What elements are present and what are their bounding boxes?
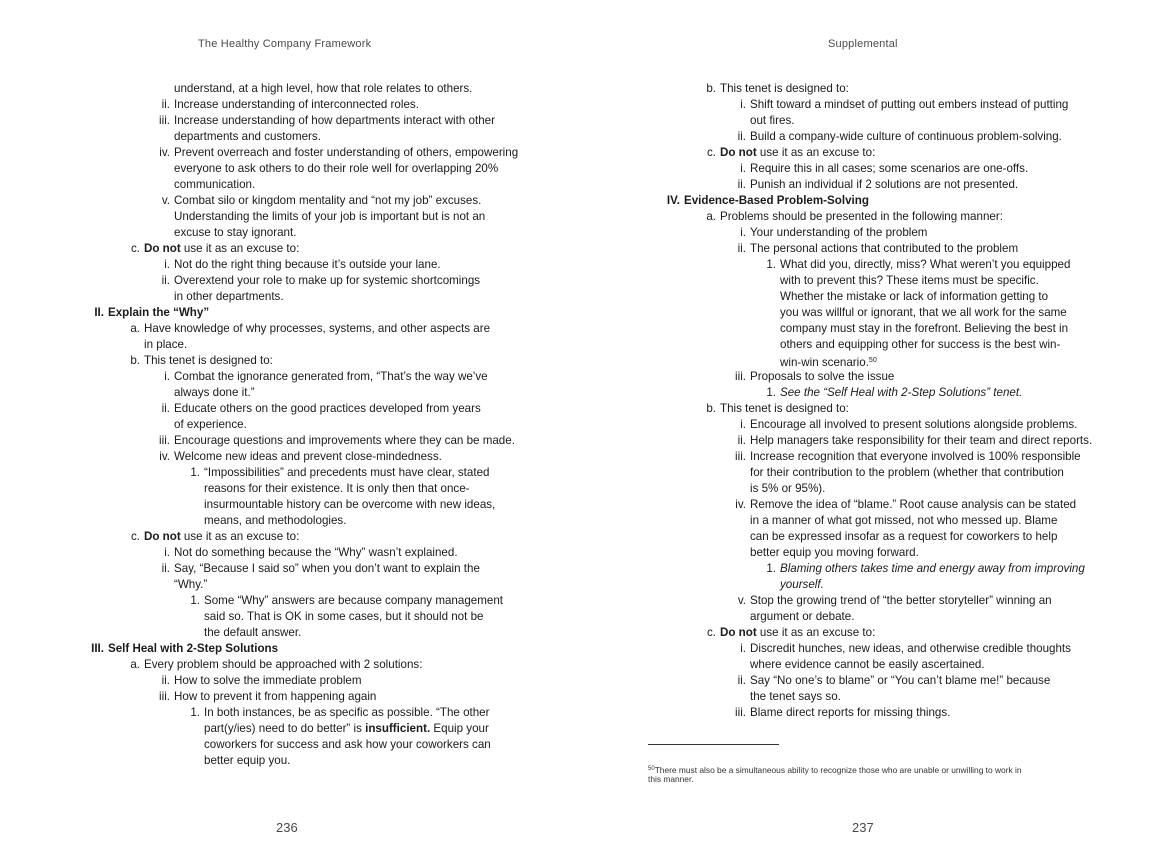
page-number: 236 <box>276 820 298 835</box>
line-text: Remove the idea of “blame.” Root cause analysis can be stated <box>750 498 1077 511</box>
line-text: Every problem should be approached with 2 solutions: <box>144 658 423 671</box>
text-line <box>737 433 1093 449</box>
text-line <box>174 225 296 241</box>
list-marker: iii. <box>735 706 746 719</box>
text-line <box>780 353 877 369</box>
text-line <box>735 369 895 385</box>
list-marker: ii. <box>161 98 170 111</box>
text-line <box>190 465 490 481</box>
line-text: always done it.” <box>174 386 255 399</box>
line-text: Discredit hunches, new ideas, and otherwise credible thoughts <box>750 642 1071 655</box>
list-marker: ii. <box>737 178 746 191</box>
text-line <box>164 257 441 273</box>
line-text: Your understanding of the problem <box>750 226 928 239</box>
line-text: “Why.” <box>174 578 208 591</box>
text-line <box>204 497 495 513</box>
footnote-line: this manner. <box>648 774 694 784</box>
right-page <box>576 0 1152 864</box>
line-text: Increase recognition that everyone involved is 100% responsible <box>750 450 1081 463</box>
line-text: said so. That is OK in some cases, but it should not be <box>204 610 484 623</box>
text-line <box>174 577 207 593</box>
line-text: reasons for their existence. It is only then that once- <box>204 482 470 495</box>
list-marker: 1. <box>190 706 200 719</box>
text-line <box>740 417 1078 433</box>
page-number: 237 <box>852 820 874 835</box>
line-text: you was willful or ignorant, that we all work for the same <box>780 306 1067 319</box>
bold-text: Do not <box>144 530 181 543</box>
line-text: Have knowledge of why processes, systems, and other aspects are <box>144 322 491 335</box>
line-text: can be expressed insofar as a request for coworkers to help <box>750 530 1058 543</box>
text-line <box>780 577 824 593</box>
text-line <box>740 97 1069 113</box>
text-line <box>161 561 480 577</box>
line-text: where evidence cannot be easily ascertained. <box>750 658 985 671</box>
line-text: means, and methodologies. <box>204 514 347 527</box>
list-marker: iii. <box>735 370 746 383</box>
text-line <box>766 257 1071 273</box>
text-line <box>161 673 362 689</box>
text-line <box>780 321 1068 337</box>
text-line <box>737 177 1019 193</box>
line-text: How to solve the immediate problem <box>174 674 362 687</box>
line-text: everyone to ask others to do their role well for overlapping 20% <box>174 162 499 175</box>
line-text: Not do something because the “Why” wasn’t explained. <box>174 546 458 559</box>
text-line <box>204 625 301 641</box>
line-text: Overextend your role to make up for systemic shortcomings <box>174 274 481 287</box>
text-line <box>204 753 290 769</box>
footnote-number: 50 <box>648 766 655 772</box>
text-line <box>706 401 849 417</box>
running-head: The Healthy Company Framework <box>198 38 372 50</box>
line-text: part(y/ies) need to do better” is <box>204 722 366 735</box>
line-text: in place. <box>144 338 188 351</box>
list-marker: ii. <box>737 434 746 447</box>
line-text: company must stay in the forefront. Believing the best in <box>780 322 1069 335</box>
text-line <box>91 641 279 657</box>
text-line <box>204 609 483 625</box>
text-line <box>174 81 472 97</box>
text-line <box>174 177 255 193</box>
list-marker: iv. <box>159 450 170 463</box>
line-text: Encourage all involved to present solutions alongside problems. <box>750 418 1078 431</box>
text-line <box>130 529 300 545</box>
list-marker: iii. <box>159 434 170 447</box>
text-line <box>766 561 1085 577</box>
list-marker: ii. <box>161 674 170 687</box>
line-text: the tenet says so. <box>750 690 841 703</box>
list-marker: c. <box>130 530 140 543</box>
list-marker: ii. <box>161 402 170 415</box>
line-text: Educate others on the good practices developed from years <box>174 402 481 415</box>
text-line <box>161 401 481 417</box>
text-line <box>161 193 482 209</box>
line-text: Require this in all cases; some scenarios are one-offs. <box>750 162 1029 175</box>
text-line <box>706 209 1003 225</box>
bold-text: Self Heal with 2-Step Solutions <box>108 642 279 655</box>
text-line <box>740 161 1029 177</box>
footnote-reference: 50 <box>868 357 877 364</box>
running-head: Supplemental <box>828 38 898 50</box>
line-text: Proposals to solve the issue <box>750 370 895 383</box>
text-line <box>706 145 876 161</box>
list-marker: iii. <box>159 114 170 127</box>
list-marker: a. <box>706 210 716 223</box>
text-line <box>174 129 321 145</box>
line-text: Say “No one’s to blame” or “You can’t blame me!” because <box>750 674 1051 687</box>
text-line <box>174 289 284 305</box>
bold-text: insufficient. <box>365 722 431 735</box>
text-line <box>130 657 423 673</box>
line-text: Stop the growing trend of “the better storyteller” winning an <box>750 594 1052 607</box>
text-line <box>204 513 346 529</box>
list-marker: ii. <box>161 562 170 575</box>
line-text: In both instances, be as specific as possible. “The other <box>204 706 490 719</box>
line-text: coworkers for success and ask how your coworkers can <box>204 738 491 751</box>
list-marker: a. <box>130 322 140 335</box>
list-marker: iii. <box>735 450 746 463</box>
list-marker: IV. <box>666 194 680 207</box>
list-marker: i. <box>740 642 746 655</box>
line-text: Encourage questions and improvements where they can be made. <box>174 434 515 447</box>
line-text: for their contribution to the problem (whether that contribution <box>750 466 1064 479</box>
line-text: Prevent overreach and foster understanding of others, empowering <box>174 146 519 159</box>
text-line <box>706 81 849 97</box>
line-text: win-win scenario. <box>780 356 869 369</box>
text-line <box>780 273 1039 289</box>
text-line <box>174 161 498 177</box>
line-text: in a manner of what got missed, not who messed up. Blame <box>750 514 1058 527</box>
text-line <box>750 689 841 705</box>
text-line <box>750 113 794 129</box>
list-marker: a. <box>130 658 140 671</box>
text-line <box>735 449 1081 465</box>
list-marker: ii. <box>161 274 170 287</box>
line-text: departments and customers. <box>174 130 321 143</box>
line-text: yourself. <box>780 578 824 591</box>
text-line <box>737 129 1062 145</box>
line-text: Help managers take responsibility for their team and direct reports. <box>750 434 1093 447</box>
text-line <box>737 241 1019 257</box>
list-marker: b. <box>706 82 716 95</box>
text-line <box>737 593 1052 609</box>
list-marker: ii. <box>737 674 746 687</box>
line-text: the default answer. <box>204 626 302 639</box>
line-text: This tenet is designed to: <box>144 354 273 367</box>
text-line <box>159 449 442 465</box>
text-line <box>161 273 481 289</box>
list-marker: i. <box>740 226 746 239</box>
line-text: Blaming others takes time and energy away from improving <box>780 562 1085 575</box>
text-line <box>737 673 1051 689</box>
line-text: Blame direct reports for missing things. <box>750 706 951 719</box>
line-text: Increase understanding of interconnected roles. <box>174 98 419 111</box>
text-line <box>750 513 1057 529</box>
list-marker: 1. <box>190 594 200 607</box>
line-text: understand, at a high level, how that role relates to others. <box>174 82 473 95</box>
text-line <box>164 545 458 561</box>
line-text: Build a company-wide culture of continuous problem-solving. <box>750 130 1062 143</box>
list-marker: v. <box>161 194 170 207</box>
text-line <box>94 305 210 321</box>
text-line <box>666 193 869 209</box>
text-line <box>159 145 519 161</box>
text-line <box>190 593 503 609</box>
bold-text: Explain the “Why” <box>108 306 210 319</box>
bold-text: Do not <box>720 146 757 159</box>
text-line <box>174 209 485 225</box>
list-marker: b. <box>130 354 140 367</box>
line-text: Understanding the limits of your job is important but is not an <box>174 210 486 223</box>
list-marker: c. <box>130 242 140 255</box>
bold-text: Evidence-Based Problem-Solving <box>684 194 869 207</box>
line-text: better equip you. <box>204 754 291 767</box>
text-line <box>190 705 490 721</box>
text-line <box>204 737 491 753</box>
text-line <box>204 481 470 497</box>
line-text: Whether the mistake or lack of information getting to <box>780 290 1049 303</box>
line-text: in other departments. <box>174 290 284 303</box>
line-text: “Impossibilities” and precedents must have clear, stated <box>204 466 490 479</box>
line-text: Combat the ignorance generated from, “That’s the way we’ve <box>174 370 488 383</box>
line-text: Welcome new ideas and prevent close-mindedness. <box>174 450 442 463</box>
list-marker: 1. <box>766 258 776 271</box>
line-text: is 5% or 95%). <box>750 482 826 495</box>
text-line <box>130 353 273 369</box>
line-text: Equip your <box>430 722 489 735</box>
line-text: use it as an excuse to: <box>756 626 876 639</box>
text-line <box>159 689 377 705</box>
line-text: argument or debate. <box>750 610 855 623</box>
text-line <box>174 385 255 401</box>
text-line <box>144 337 187 353</box>
text-line <box>750 481 825 497</box>
line-text: insurmountable history can be overcome with new ideas, <box>204 498 496 511</box>
line-text: with to prevent this? These items must be specific. <box>780 274 1039 287</box>
line-text: This tenet is designed to: <box>720 82 849 95</box>
line-text: use it as an excuse to: <box>180 242 300 255</box>
text-line <box>130 241 300 257</box>
line-text: excuse to stay ignorant. <box>174 226 297 239</box>
line-text: better equip you moving forward. <box>750 546 919 559</box>
list-marker: v. <box>737 594 746 607</box>
line-text: Some “Why” answers are because company management <box>204 594 503 607</box>
line-text: Say, “Because I said so” when you don’t want to explain the <box>174 562 480 575</box>
list-marker: iii. <box>159 690 170 703</box>
list-marker: i. <box>740 98 746 111</box>
list-marker: ii. <box>737 242 746 255</box>
text-line <box>130 321 491 337</box>
line-text: Punish an individual if 2 solutions are not presented. <box>750 178 1019 191</box>
list-marker: i. <box>164 258 170 271</box>
line-text: This tenet is designed to: <box>720 402 849 415</box>
line-text: Not do the right thing because it’s outside your lane. <box>174 258 441 271</box>
bold-text: Do not <box>144 242 181 255</box>
text-line <box>735 497 1077 513</box>
text-line <box>780 289 1048 305</box>
list-marker: c. <box>706 146 716 159</box>
list-marker: 1. <box>190 466 200 479</box>
list-marker: i. <box>740 418 746 431</box>
list-marker: iv. <box>159 146 170 159</box>
list-marker: i. <box>740 162 746 175</box>
text-line <box>706 625 876 641</box>
line-text: Problems should be presented in the following manner: <box>720 210 1003 223</box>
text-line <box>159 433 515 449</box>
line-text: Shift toward a mindset of putting out embers instead of putting <box>750 98 1069 111</box>
text-line <box>164 369 488 385</box>
list-marker: II. <box>94 306 104 319</box>
text-line <box>750 465 1064 481</box>
text-line <box>159 113 495 129</box>
text-line <box>750 609 854 625</box>
line-text: use it as an excuse to: <box>180 530 300 543</box>
line-text: The personal actions that contributed to the problem <box>750 242 1019 255</box>
text-line <box>780 305 1067 321</box>
text-line <box>174 417 247 433</box>
text-line <box>766 385 1023 401</box>
text-line <box>204 721 489 737</box>
footnote-line: $^{50}$There must also be a simultaneous ability to recognize those who are unable or unwilling to work in <box>648 765 1022 775</box>
line-text: See the “Self Heal with 2-Step Solutions” tenet. <box>780 386 1023 399</box>
text-line <box>161 97 419 113</box>
line-text: out fires. <box>750 114 795 127</box>
text-line <box>780 337 1060 353</box>
list-marker: III. <box>91 642 104 655</box>
line-text: Increase understanding of how departments interact with other <box>174 114 495 127</box>
list-marker: i. <box>164 370 170 383</box>
text-line <box>750 529 1057 545</box>
line-text: others and equipping other for success is the best win- <box>780 338 1061 351</box>
line-text: Combat silo or kingdom mentality and “not my job” excuses. <box>174 194 482 207</box>
text-line <box>750 657 985 673</box>
text-line <box>740 641 1071 657</box>
list-marker: i. <box>164 546 170 559</box>
list-marker: c. <box>706 626 716 639</box>
text-line <box>735 705 951 721</box>
line-text: What did you, directly, miss? What weren’t you equipped <box>780 258 1071 271</box>
list-marker: ii. <box>737 130 746 143</box>
line-text: communication. <box>174 178 256 191</box>
line-text: of experience. <box>174 418 247 431</box>
line-text: use it as an excuse to: <box>756 146 876 159</box>
footnote-rule <box>648 744 779 745</box>
list-marker: 1. <box>766 562 776 575</box>
list-marker: b. <box>706 402 716 415</box>
text-line <box>750 545 919 561</box>
list-marker: iv. <box>735 498 746 511</box>
list-marker: 1. <box>766 386 776 399</box>
text-line <box>740 225 928 241</box>
line-text: How to prevent it from happening again <box>174 690 377 703</box>
bold-text: Do not <box>720 626 757 639</box>
